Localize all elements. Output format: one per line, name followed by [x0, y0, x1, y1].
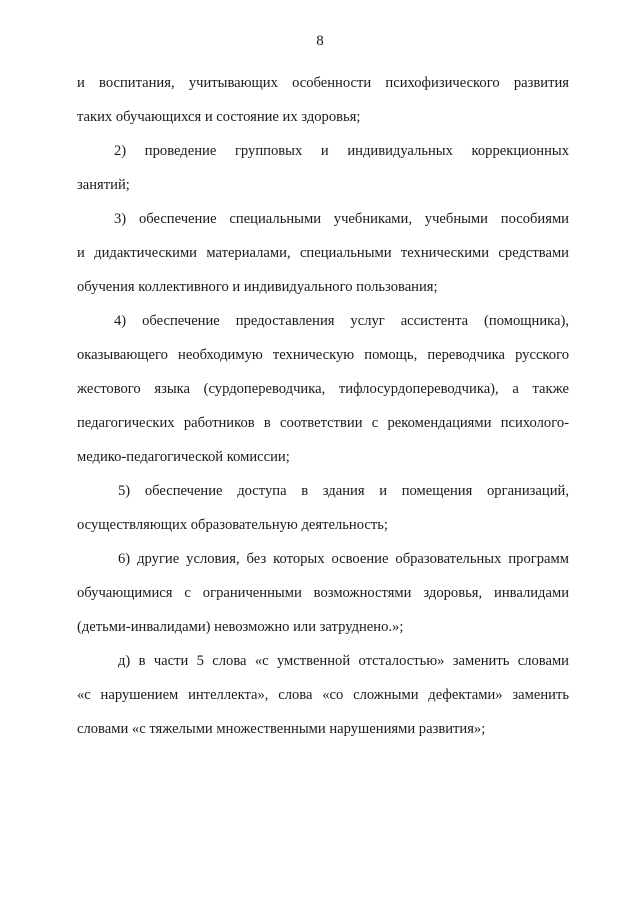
- text-line: обучающимися с ограниченными возможностями здоровья, инвалидами: [77, 585, 569, 601]
- text-line: и дидактическими материалами, специальными техническими средствами: [77, 245, 569, 261]
- text-line: д) в части 5 слова «с умственной отсталостью» заменить словами: [118, 653, 569, 669]
- text-line: «с нарушением интеллекта», слова «со сложными дефектами» заменить: [77, 687, 569, 703]
- text-line: жестового языка (сурдопереводчика, тифлосурдопереводчика), а также: [77, 381, 569, 397]
- text-line: медико-педагогической комиссии;: [77, 449, 290, 465]
- paragraph-continuation: [77, 66, 569, 134]
- text-line: 6) другие условия, без которых освоение образовательных программ: [118, 551, 569, 567]
- page-number: 8: [316, 33, 324, 49]
- list-item-3: [77, 202, 569, 304]
- text-line: словами «с тяжелыми множественными нарушениями развития»;: [77, 721, 486, 737]
- text-line: занятий;: [77, 177, 130, 193]
- text-line: обучения коллективного и индивидуального пользования;: [77, 279, 438, 295]
- list-item-5: [77, 474, 569, 542]
- text-line: 4) обеспечение предоставления услуг ассистента (помощника),: [114, 313, 569, 329]
- document-body: [77, 66, 569, 746]
- text-line: 2) проведение групповых и индивидуальных коррекционных: [114, 143, 569, 159]
- text-line: оказывающего необходимую техническую помощь, переводчика русского: [77, 347, 569, 363]
- text-line: (детьми-инвалидами) невозможно или затруднено.»;: [77, 619, 404, 635]
- text-line: осуществляющих образовательную деятельность;: [77, 517, 388, 533]
- text-line: 3) обеспечение специальными учебниками, учебными пособиями: [114, 211, 569, 227]
- list-item-2: [77, 134, 569, 202]
- text-line: 5) обеспечение доступа в здания и помещения организаций,: [118, 483, 569, 499]
- text-line: таких обучающихся и состояние их здоровья;: [77, 109, 361, 125]
- list-item-d: [77, 644, 569, 746]
- text-line: педагогических работников в соответствии с рекомендациями психолого-: [77, 415, 569, 431]
- list-item-6: [77, 542, 569, 644]
- list-item-4: [77, 304, 569, 474]
- text-line: и воспитания, учитывающих особенности психофизического развития: [77, 75, 569, 91]
